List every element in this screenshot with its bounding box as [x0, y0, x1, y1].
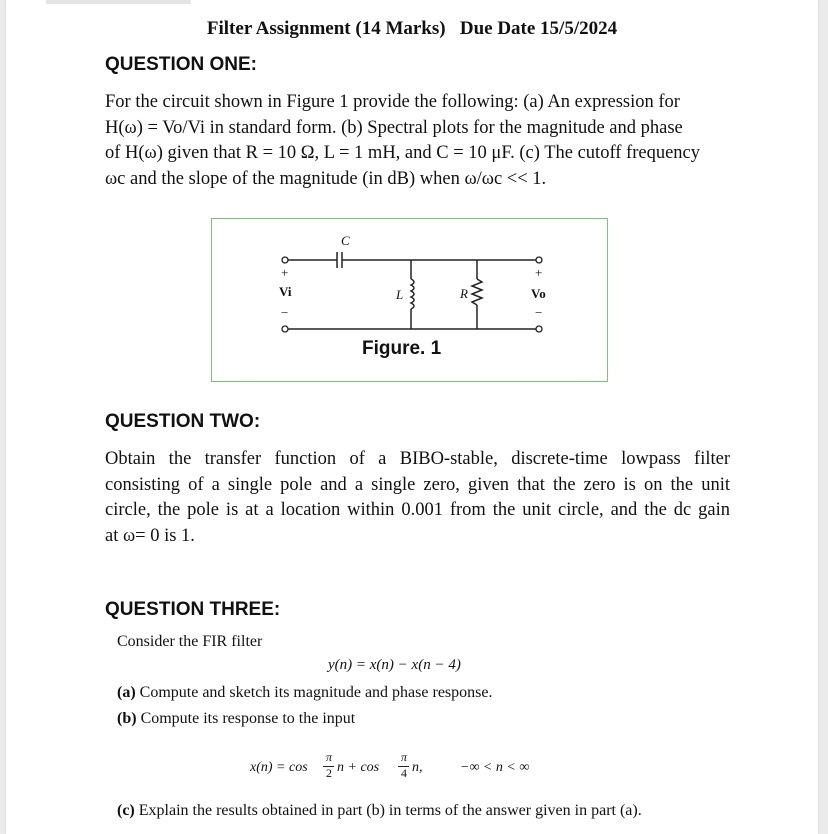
figure-caption: Figure. 1 — [362, 338, 442, 359]
q1-line-1: For the circuit shown in Figure 1 provide the following: (a) An expression for — [105, 92, 680, 112]
question-three-heading: QUESTION THREE: — [105, 599, 281, 620]
input-mid: n + cos — [337, 760, 380, 775]
part-c-text: Explain the results obtained in part (b) in terms of the answer given in part (a). — [138, 802, 642, 819]
q2-line-2: consisting of a single pole and a single zero, given that the zero is on the unit — [105, 474, 730, 495]
top-tab-strip — [46, 0, 191, 4]
part-c — [117, 802, 642, 820]
denominator-1: 2 — [326, 766, 332, 780]
fir-equation: y(n) = x(n) − x(n − 4) — [328, 657, 461, 673]
vo-minus-label: − — [535, 305, 543, 320]
capacitor-label: C — [341, 233, 350, 248]
q2-line-4: at ω= 0 is 1. — [105, 526, 195, 547]
q1-line-4: ωc and the slope of the magnitude (in dB) when ω/ωc << 1. — [105, 169, 547, 190]
input-end: n, — [412, 760, 423, 775]
part-a-label: (a) — [117, 684, 136, 701]
fir-intro: Consider the FIR filter — [117, 633, 263, 650]
part-c-label: (c) — [117, 802, 135, 819]
vo-plus-label: + — [535, 265, 543, 280]
vi-minus-label: − — [281, 305, 289, 320]
resistor-label: R — [460, 286, 468, 301]
input-lhs: x(n) = cos — [250, 760, 308, 775]
question-one-text — [105, 90, 730, 193]
pi-numerator-2: π — [400, 750, 407, 764]
inductor-label: L — [396, 287, 404, 302]
document-page — [6, 0, 818, 834]
figure-1-box — [211, 218, 608, 382]
input-signal-equation — [250, 750, 570, 784]
question-one-heading: QUESTION ONE: — [105, 54, 258, 75]
part-a-text: Compute and sketch its magnitude and phase response. — [139, 684, 493, 701]
question-two-text — [105, 447, 730, 550]
vo-label: Vo — [531, 286, 546, 301]
q2-line-1: Obtain the transfer function of a BIBO-stable, discrete-time lowpass filter — [105, 449, 730, 469]
q1-line-3: of H(ω) given that R = 10 Ω, L = 1 mH, and C = 10 μF. (c) The cutoff frequency — [105, 143, 701, 164]
pi-numerator-1: π — [325, 750, 332, 764]
vi-plus-label: + — [281, 265, 289, 280]
question-two-heading: QUESTION TWO: — [105, 411, 261, 432]
q2-line-3: circle, the pole is at a location within 0.001 from the unit circle, and the dc gain — [105, 500, 730, 521]
part-b — [117, 710, 355, 728]
part-b-text: Compute its response to the input — [140, 710, 356, 727]
denominator-2: 4 — [401, 766, 407, 780]
vi-label: Vi — [279, 284, 292, 299]
part-b-label: (b) — [117, 710, 137, 727]
part-a — [117, 684, 492, 702]
page-title: Filter Assignment (14 Marks) Due Date 15/5/2024 — [206, 18, 618, 39]
q1-line-2: H(ω) = Vo/Vi in standard form. (b) Spectral plots for the magnitude and phase — [105, 117, 683, 138]
input-range: −∞ < n < ∞ — [460, 760, 530, 775]
